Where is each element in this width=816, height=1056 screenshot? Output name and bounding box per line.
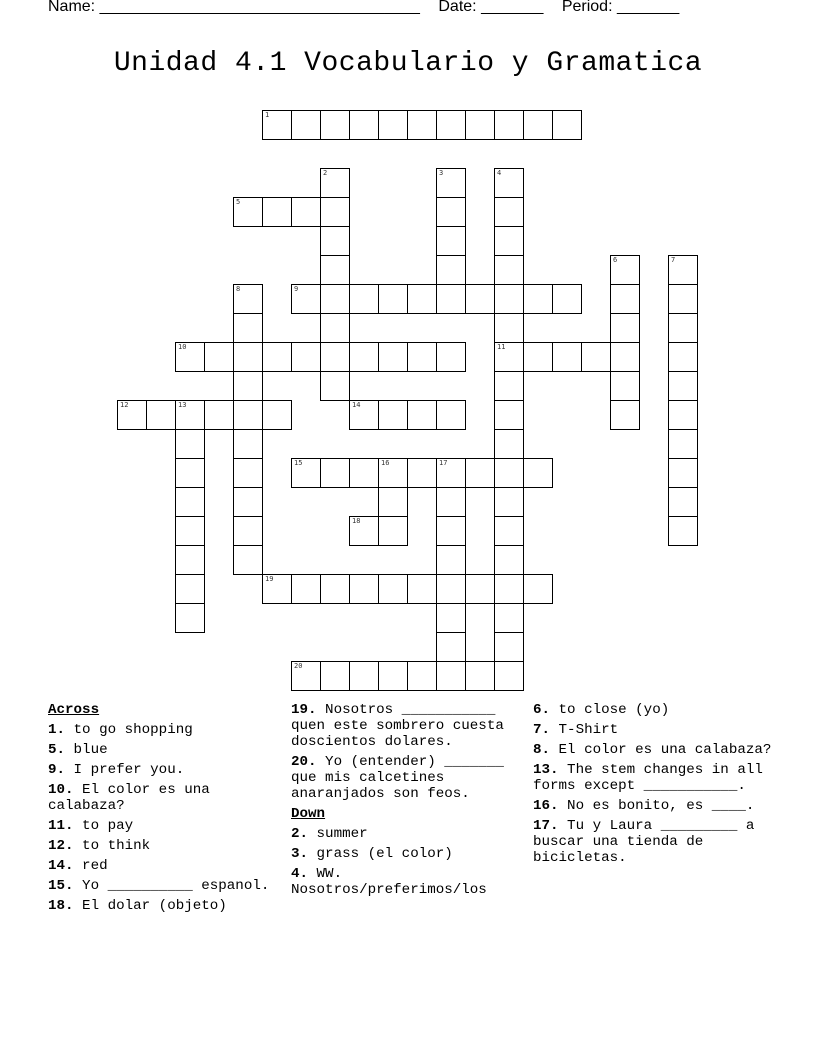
crossword-cell[interactable] — [581, 342, 611, 372]
clue-number: 11 — [497, 343, 506, 351]
crossword-cell[interactable] — [320, 284, 350, 314]
clue-item-number: 14. — [48, 858, 74, 874]
crossword-cell[interactable] — [494, 632, 524, 662]
crossword-cell[interactable] — [552, 110, 582, 140]
clue-item — [48, 838, 280, 854]
crossword-cell[interactable] — [175, 574, 205, 604]
crossword-cell[interactable] — [610, 313, 640, 343]
crossword-cell[interactable] — [494, 371, 524, 401]
crossword-cell[interactable] — [552, 284, 582, 314]
crossword-cell[interactable] — [494, 545, 524, 575]
crossword-cell[interactable] — [523, 110, 553, 140]
clue-number: 20 — [294, 662, 303, 670]
clue-number: 15 — [294, 459, 303, 467]
crossword-cell[interactable] — [494, 458, 524, 488]
crossword-cell[interactable] — [320, 197, 350, 227]
clue-number: 7 — [671, 256, 676, 264]
period-field[interactable]: Period: _______ — [561, 0, 680, 15]
crossword-cell[interactable] — [320, 574, 350, 604]
down-heading: Down — [291, 806, 326, 822]
clue-item-number: 8. — [533, 742, 551, 758]
clue-number: 13 — [178, 401, 187, 409]
crossword-cell[interactable] — [494, 110, 524, 140]
crossword-cell[interactable] — [233, 516, 263, 546]
crossword-cell[interactable] — [407, 400, 437, 430]
crossword-cell[interactable] — [262, 400, 292, 430]
crossword-cell[interactable] — [465, 110, 495, 140]
clue-number: 9 — [294, 285, 299, 293]
crossword-cell[interactable] — [494, 197, 524, 227]
crossword-cell[interactable] — [262, 574, 292, 604]
clue-item-number: 1. — [48, 722, 66, 738]
clue-item-text: T-Shirt — [550, 722, 619, 738]
crossword-cell[interactable] — [436, 545, 466, 575]
clue-item-number: 6. — [533, 702, 551, 718]
crossword-cell[interactable] — [378, 487, 408, 517]
clue-item — [533, 702, 773, 718]
crossword-cell[interactable] — [465, 458, 495, 488]
page-title: Unidad 4.1 Vocabulario y Gramatica — [113, 48, 703, 79]
crossword-cell[interactable] — [436, 110, 466, 140]
clue-item-text: WW. Nosotros/preferimos/los — [291, 866, 487, 898]
clue-item-text: summer — [308, 826, 368, 842]
crossword-cell[interactable] — [320, 110, 350, 140]
clue-item-number: 20. — [291, 754, 317, 770]
clue-item-number: 3. — [291, 846, 309, 862]
crossword-cell[interactable] — [291, 197, 321, 227]
crossword-cell[interactable] — [465, 661, 495, 691]
clues-column-1 — [48, 702, 280, 918]
clue-item — [48, 878, 280, 894]
clue-item — [48, 818, 280, 834]
crossword-cell[interactable] — [204, 400, 234, 430]
crossword-cell[interactable] — [320, 313, 350, 343]
crossword-cell[interactable] — [291, 342, 321, 372]
clue-item-number: 18. — [48, 898, 74, 914]
clue-number: 3 — [439, 169, 444, 177]
crossword-cell[interactable] — [175, 400, 205, 430]
crossword-cell[interactable] — [523, 342, 553, 372]
crossword-cell[interactable] — [349, 342, 379, 372]
clue-item-number: 2. — [291, 826, 309, 842]
crossword-cell[interactable] — [610, 371, 640, 401]
crossword-cell[interactable] — [436, 226, 466, 256]
crossword-cell[interactable] — [320, 255, 350, 285]
crossword-cell[interactable] — [320, 371, 350, 401]
crossword-cell[interactable] — [668, 313, 698, 343]
clue-item — [533, 818, 773, 866]
clue-number: 14 — [352, 401, 361, 409]
crossword-cell[interactable] — [349, 661, 379, 691]
crossword-cell[interactable] — [494, 487, 524, 517]
crossword-cell[interactable] — [291, 284, 321, 314]
crossword-cell[interactable] — [407, 110, 437, 140]
crossword-cell[interactable] — [233, 400, 263, 430]
crossword-cell[interactable] — [436, 574, 466, 604]
crossword-cell[interactable] — [610, 255, 640, 285]
crossword-cell[interactable] — [378, 110, 408, 140]
crossword-cell[interactable] — [436, 255, 466, 285]
crossword-cell[interactable] — [407, 574, 437, 604]
crossword-cell[interactable] — [291, 661, 321, 691]
clue-item-text: red — [73, 858, 108, 874]
crossword-cell[interactable] — [523, 284, 553, 314]
clue-item — [291, 754, 527, 802]
name-field[interactable]: Name: ____________________________________ — [48, 0, 420, 15]
crossword-cell[interactable] — [668, 342, 698, 372]
crossword-cell[interactable] — [291, 574, 321, 604]
clue-item-text: El color es una calabaza? — [550, 742, 772, 758]
crossword-cell[interactable] — [378, 516, 408, 546]
crossword-cell[interactable] — [378, 574, 408, 604]
clue-number: 8 — [236, 285, 241, 293]
clue-number: 18 — [352, 517, 361, 525]
crossword-cell[interactable] — [175, 603, 205, 633]
crossword-cell[interactable] — [436, 168, 466, 198]
crossword-cell[interactable] — [523, 458, 553, 488]
clue-item-number: 10. — [48, 782, 74, 798]
crossword-cell[interactable] — [407, 342, 437, 372]
crossword-cell[interactable] — [494, 226, 524, 256]
clue-item — [291, 826, 527, 842]
date-field[interactable]: Date: _______ — [438, 0, 544, 15]
clue-item-text: Yo __________ espanol. — [73, 878, 270, 894]
crossword-cell[interactable] — [291, 110, 321, 140]
clue-item-number: 19. — [291, 702, 317, 718]
crossword-cell[interactable] — [175, 516, 205, 546]
clue-number: 1 — [265, 111, 270, 119]
crossword-cell[interactable] — [117, 400, 147, 430]
crossword-cell[interactable] — [523, 574, 553, 604]
crossword-cell[interactable] — [233, 545, 263, 575]
crossword-cell[interactable] — [552, 342, 582, 372]
crossword-cell[interactable] — [494, 429, 524, 459]
crossword-cell[interactable] — [465, 574, 495, 604]
clue-item-text: to pay — [73, 818, 134, 834]
crossword-cell[interactable] — [320, 458, 350, 488]
clue-number: 4 — [497, 169, 502, 177]
crossword-cell[interactable] — [233, 284, 263, 314]
crossword-cell[interactable] — [233, 313, 263, 343]
crossword-cell[interactable] — [349, 284, 379, 314]
crossword-cell[interactable] — [349, 516, 379, 546]
clue-item-number: 17. — [533, 818, 559, 834]
clue-number: 6 — [613, 256, 618, 264]
crossword-cell[interactable] — [436, 400, 466, 430]
clue-item-number: 5. — [48, 742, 66, 758]
clue-number: 17 — [439, 459, 448, 467]
clue-item — [291, 866, 527, 898]
crossword-cell[interactable] — [262, 342, 292, 372]
crossword-cell[interactable] — [436, 197, 466, 227]
crossword-cell[interactable] — [407, 284, 437, 314]
crossword-cell[interactable] — [407, 661, 437, 691]
clue-item — [48, 858, 280, 874]
clue-item — [48, 782, 280, 814]
clue-number: 16 — [381, 459, 390, 467]
clue-item — [533, 742, 773, 758]
crossword-cell[interactable] — [233, 371, 263, 401]
crossword-cell[interactable] — [436, 661, 466, 691]
crossword-cell[interactable] — [494, 574, 524, 604]
clue-item-text: blue — [65, 742, 108, 758]
clue-item-number: 7. — [533, 722, 551, 738]
crossword-cell[interactable] — [494, 603, 524, 633]
crossword-cell[interactable] — [378, 342, 408, 372]
clue-item-text: to close (yo) — [550, 702, 670, 718]
crossword-cell[interactable] — [494, 516, 524, 546]
clue-item-text: I prefer you. — [65, 762, 185, 778]
clue-item — [291, 846, 527, 862]
clue-item-text: to think — [73, 838, 151, 854]
crossword-cell[interactable] — [668, 458, 698, 488]
crossword-cell[interactable] — [465, 284, 495, 314]
crossword-cell[interactable] — [262, 110, 292, 140]
crossword-cell[interactable] — [494, 255, 524, 285]
crossword-cell[interactable] — [320, 661, 350, 691]
crossword-cell[interactable] — [378, 458, 408, 488]
crossword-cell[interactable] — [378, 661, 408, 691]
clue-number: 19 — [265, 575, 274, 583]
clue-item-number: 11. — [48, 818, 74, 834]
crossword-cell[interactable] — [378, 400, 408, 430]
crossword-cell[interactable] — [175, 487, 205, 517]
crossword-cell[interactable] — [668, 429, 698, 459]
crossword-cell[interactable] — [175, 429, 205, 459]
clue-item — [533, 798, 773, 814]
crossword-cell[interactable] — [494, 284, 524, 314]
clue-item-text: El dolar (objeto) — [73, 898, 227, 914]
across-heading: Across — [48, 702, 100, 718]
clue-item — [48, 742, 280, 758]
crossword-cell[interactable] — [233, 197, 263, 227]
clues-column-2 — [291, 702, 527, 902]
crossword-cell[interactable] — [668, 400, 698, 430]
crossword-cell[interactable] — [349, 400, 379, 430]
clues-column-3 — [533, 702, 773, 870]
clue-item-number: 9. — [48, 762, 66, 778]
crossword-cell[interactable] — [668, 255, 698, 285]
crossword-cell[interactable] — [436, 516, 466, 546]
crossword-cell[interactable] — [610, 284, 640, 314]
crossword-cell[interactable] — [233, 429, 263, 459]
clue-item — [533, 722, 773, 738]
crossword-cell[interactable] — [320, 342, 350, 372]
clue-item — [48, 898, 280, 914]
clue-item-text: grass (el color) — [308, 846, 453, 862]
crossword-cell[interactable] — [436, 603, 466, 633]
crossword-cell[interactable] — [494, 168, 524, 198]
clue-item-text: to go shopping — [65, 722, 193, 738]
crossword-cell[interactable] — [668, 487, 698, 517]
crossword-cell[interactable] — [436, 632, 466, 662]
crossword-cell[interactable] — [175, 458, 205, 488]
clue-number: 10 — [178, 343, 187, 351]
crossword-cell[interactable] — [233, 458, 263, 488]
clue-item — [48, 762, 280, 778]
clue-item — [48, 722, 280, 738]
crossword-cell[interactable] — [436, 487, 466, 517]
crossword-cell[interactable] — [233, 342, 263, 372]
crossword-cell[interactable] — [378, 284, 408, 314]
crossword-cell[interactable] — [349, 110, 379, 140]
crossword-cell[interactable] — [175, 342, 205, 372]
crossword-cell[interactable] — [233, 487, 263, 517]
crossword-cell[interactable] — [146, 400, 176, 430]
clue-item-text: Tu y Laura _________ a buscar una tienda de bicicletas. — [533, 818, 755, 866]
clue-item — [291, 702, 527, 750]
clue-item-text: Yo (entender) _______ que mis calcetines anaranjados son feos. — [291, 754, 504, 802]
clue-item-number: 13. — [533, 762, 559, 778]
crossword-cell[interactable] — [494, 313, 524, 343]
clue-item-number: 4. — [291, 866, 309, 882]
crossword-cell[interactable] — [494, 400, 524, 430]
crossword-cell[interactable] — [436, 458, 466, 488]
crossword-cell[interactable] — [320, 168, 350, 198]
clue-item — [533, 762, 773, 794]
clue-item-text: Nosotros ___________ quen este sombrero cuesta doscientos dolares. — [291, 702, 504, 750]
crossword-cell[interactable] — [494, 661, 524, 691]
clue-number: 12 — [120, 401, 129, 409]
crossword-cell[interactable] — [494, 342, 524, 372]
crossword-cell[interactable] — [436, 342, 466, 372]
crossword-cell[interactable] — [204, 342, 234, 372]
clue-number: 2 — [323, 169, 328, 177]
crossword-cell[interactable] — [349, 458, 379, 488]
crossword-cell[interactable] — [436, 284, 466, 314]
crossword-cell[interactable] — [610, 342, 640, 372]
clue-item-number: 15. — [48, 878, 74, 894]
crossword-cell[interactable] — [407, 458, 437, 488]
crossword-cell[interactable] — [291, 458, 321, 488]
crossword-cell[interactable] — [610, 400, 640, 430]
clue-item-text: No es bonito, es ____. — [558, 798, 755, 814]
crossword-cell[interactable] — [668, 284, 698, 314]
clue-item-text: The stem changes in all forms except ___________. — [533, 762, 763, 794]
clue-item-number: 12. — [48, 838, 74, 854]
clue-number: 5 — [236, 198, 241, 206]
clue-item-text: El color es una calabaza? — [48, 782, 210, 814]
crossword-cell[interactable] — [668, 516, 698, 546]
clue-item-number: 16. — [533, 798, 559, 814]
crossword-cell[interactable] — [349, 574, 379, 604]
crossword-cell[interactable] — [262, 197, 292, 227]
crossword-cell[interactable] — [320, 226, 350, 256]
crossword-cell[interactable] — [668, 371, 698, 401]
crossword-cell[interactable] — [175, 545, 205, 575]
